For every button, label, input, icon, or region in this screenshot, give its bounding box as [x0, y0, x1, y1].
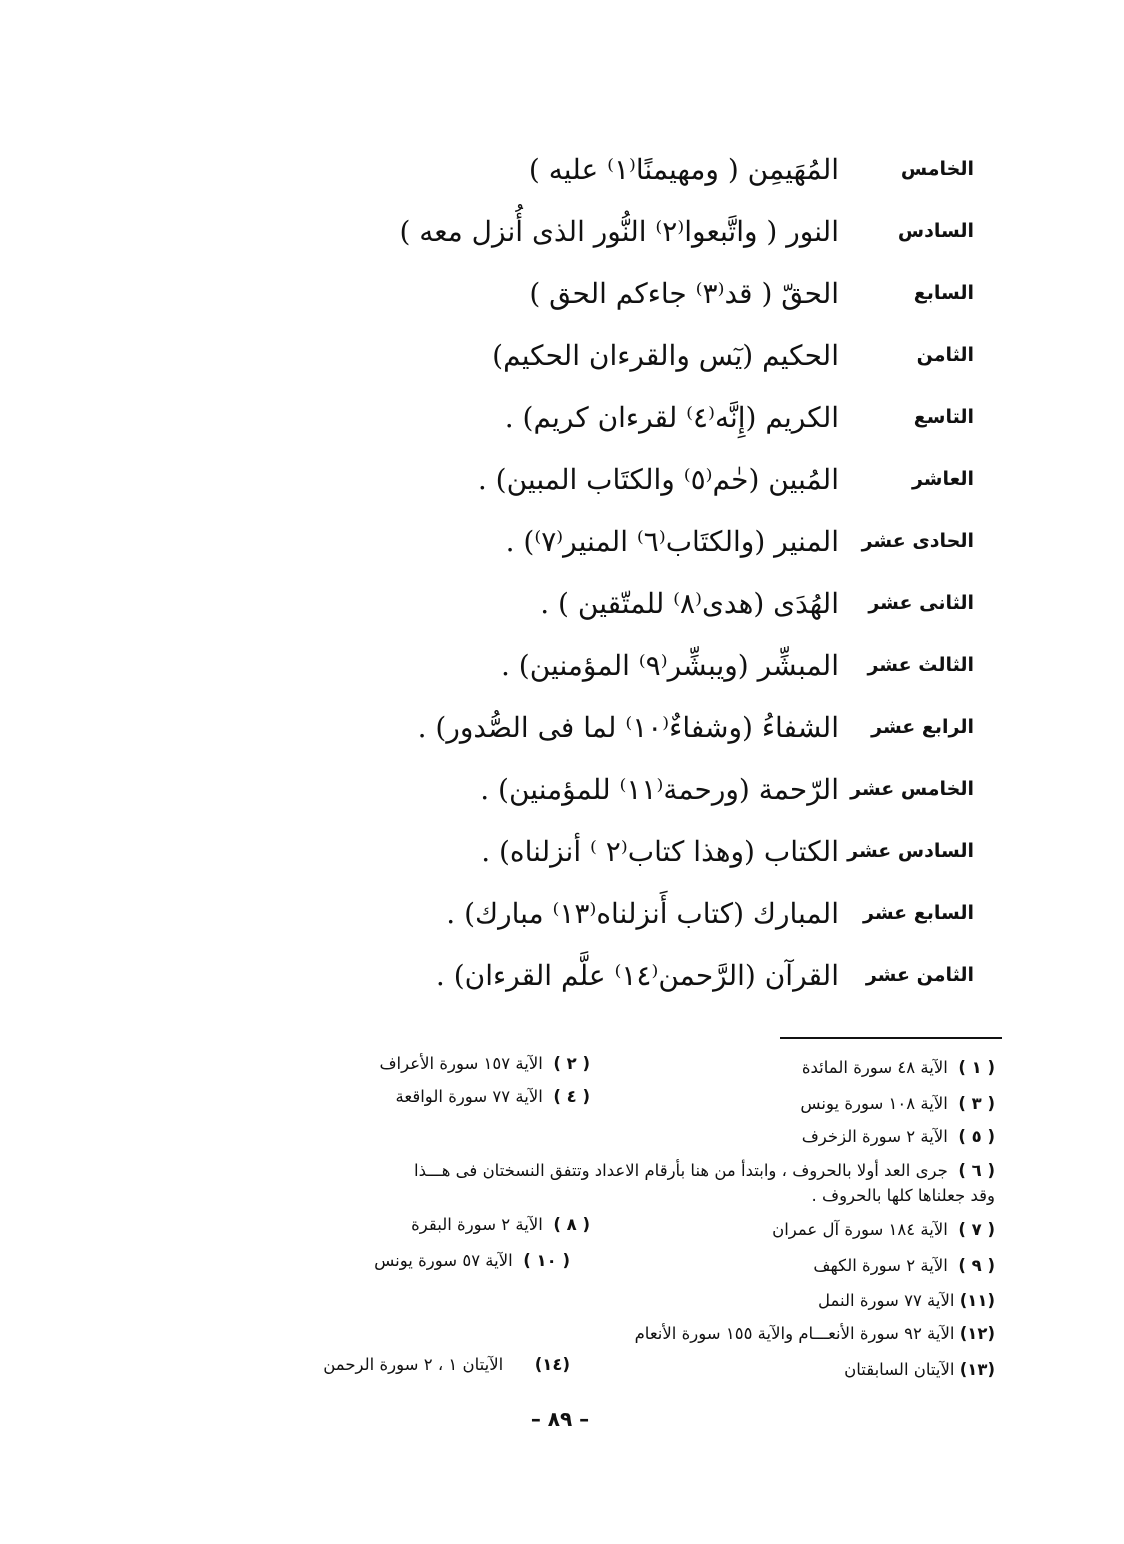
footnote-14: (١٤) الآيتان ١ ، ٢ سورة الرحمن	[323, 1355, 570, 1374]
entry-text: الكريم (إِنَّه⁽٤⁾ لقرءان كريم) .	[504, 401, 839, 434]
entry-ordinal: الثالث عشر	[867, 654, 974, 676]
entry-ordinal: التاسع	[913, 406, 974, 428]
footnote-6-continued: وقد جعلناها كلها بالحروف .	[811, 1186, 995, 1205]
footnote-2: ( ٢ ) الآية ١٥٧ سورة الأعراف	[379, 1054, 590, 1073]
entry-text: المُبين (حٰم⁽٥⁾ والكتَاب المبين) .	[477, 463, 839, 496]
footnote-7: ( ٧ ) الآية ١٨٤ سورة آل عمران	[772, 1220, 995, 1239]
entry-text: النور ( واتَّبعوا⁽٢⁾ النُّور الذى أُنزل معه )	[399, 215, 839, 248]
footnote-divider	[780, 1037, 1002, 1039]
entry-text: الحقّ ( قد⁽٣⁾ جاءكم الحق )	[529, 277, 839, 310]
page-number: – ٨٩ –	[530, 1407, 590, 1431]
list-item	[194, 462, 974, 522]
entry-ordinal: السابع	[913, 282, 974, 304]
entry-text: المبارك (كتاب أَنزلناه⁽١٣⁾ مبارك) .	[446, 897, 839, 930]
footnote-10: ( ١٠ ) الآية ٥٧ سورة يونس	[374, 1251, 570, 1270]
footnote-1: ( ١ ) الآية ٤٨ سورة المائدة	[801, 1058, 995, 1077]
footnote-4: ( ٤ ) الآية ٧٧ سورة الواقعة	[395, 1087, 590, 1106]
entry-text: الرّحمة (ورحمة⁽١١⁾ للمؤمنين) .	[480, 773, 839, 806]
entry-ordinal: الثامن عشر	[865, 964, 974, 986]
footnote-9: ( ٩ ) الآية ٢ سورة الكهف	[813, 1256, 995, 1275]
list-item	[194, 834, 974, 894]
entry-ordinal: الثانى عشر	[868, 592, 974, 614]
entry-text: القرآن (الرَّحمن⁽١٤⁾ علَّم القرءان) .	[435, 959, 839, 992]
footnote-6: ( ٦ ) جرى العد أولا بالحروف ، وابتدأ من هنا بأرقام الاعداد وتتفق النسختان فى هـــذا	[413, 1161, 995, 1180]
list-item	[194, 648, 974, 708]
entry-ordinal: الخامس	[900, 158, 974, 180]
list-item	[194, 524, 974, 584]
entry-ordinal: السابع عشر	[863, 902, 974, 924]
footnote-11: (١١) الآية ٧٧ سورة النمل	[818, 1291, 995, 1310]
footnote-13: (١٣) الآيتان السابقتان	[844, 1360, 995, 1379]
entry-text: الحكيم (يٓس والقرءان الحكيم)	[492, 339, 839, 372]
entry-ordinal: الرابع عشر	[871, 716, 974, 738]
entry-text: الشفاءُ (وشفاءٌ⁽١٠⁾ لما فى الصُّدور) .	[417, 711, 839, 744]
entry-text: المنير (والكتَاب⁽٦⁾ المنير⁽٧⁾) .	[505, 525, 839, 558]
entry-ordinal: الحادى عشر	[861, 530, 974, 552]
list-item	[194, 958, 974, 1018]
list-item	[194, 400, 974, 460]
entry-ordinal: الخامس عشر	[850, 778, 974, 800]
entry-ordinal: السادس عشر	[847, 840, 974, 862]
entry-ordinal: الثامن	[916, 344, 974, 366]
list-item	[194, 338, 974, 398]
list-item	[194, 152, 974, 212]
footnote-8: ( ٨ ) الآية ٢ سورة البقرة	[411, 1215, 590, 1234]
list-item	[194, 896, 974, 956]
footnote-5: ( ٥ ) الآية ٢ سورة الزخرف	[801, 1127, 995, 1146]
entry-text: الهُدَى (هدى⁽٨⁾ للمتّقين ) .	[540, 587, 839, 620]
list-item	[194, 586, 974, 646]
entry-ordinal: السادس	[897, 220, 974, 242]
list-item	[194, 710, 974, 770]
footnote-12: (١٢) الآية ٩٢ سورة الأنعـــام والآية ١٥٥ سورة الأنعام	[634, 1324, 995, 1343]
footnote-3: ( ٣ ) الآية ١٠٨ سورة يونس	[800, 1094, 995, 1113]
entry-text: الكتاب (وهذا كتاب⁽٢ ⁾ أنزلناه) .	[481, 835, 839, 868]
list-item	[194, 772, 974, 832]
entry-text: المبشِّر (ويبشِّر⁽٩⁾ المؤمنين) .	[500, 649, 839, 682]
list-item	[194, 214, 974, 274]
list-item	[194, 276, 974, 336]
entry-ordinal: العاشر	[911, 468, 974, 490]
entry-text: المُهَيمِن ( ومهيمنًا⁽١⁾ عليه )	[528, 153, 839, 186]
